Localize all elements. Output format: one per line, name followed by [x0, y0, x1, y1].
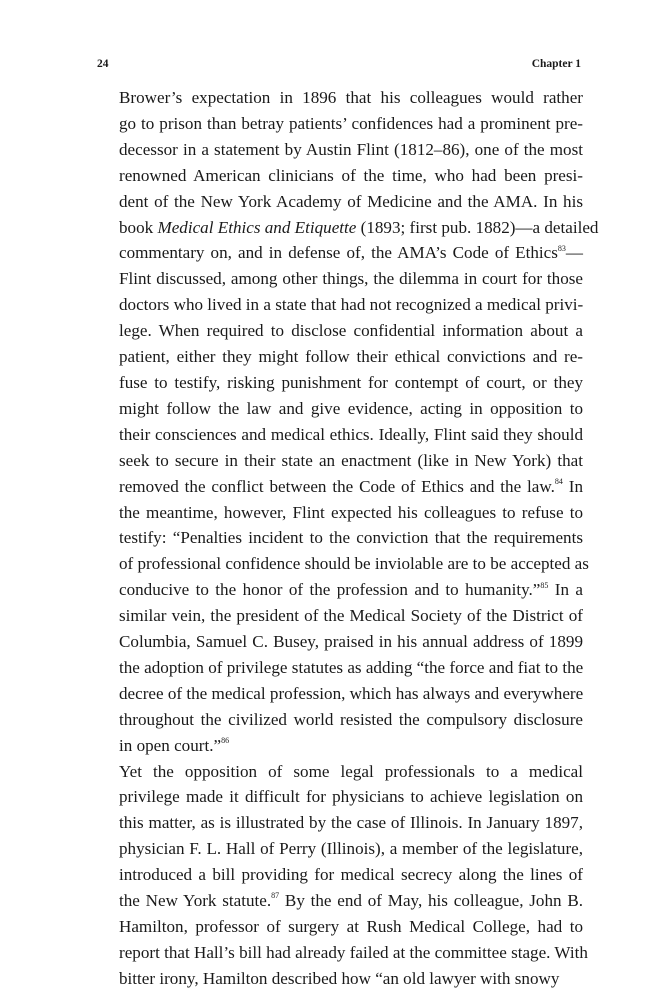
text-line: conducive to the honor of the profession and to humanity.”$^{85}$ In a	[119, 580, 584, 600]
text-line: go to prison than betray patients’ confidences had a prominent pre-	[119, 113, 583, 133]
footnote-marker: 87	[271, 891, 280, 901]
text-line: the New York statute.$^{87}$ By the end of May, his colleague, John B.	[119, 891, 583, 911]
text-line: similar vein, the president of the Medical Society of the District of	[119, 606, 583, 626]
text-line: bitter irony, Hamilton described how “an old lawyer with snowy	[119, 968, 560, 988]
text-line: decree of the medical profession, which has always and everywhere	[119, 683, 584, 703]
text-line: privilege made it difficult for physicians to achieve legislation on	[119, 787, 583, 807]
text-line: book Medical Ethics and Etiquette (1893; first pub. 1882)—a detailed	[119, 217, 599, 237]
paragraph	[97, 759, 588, 992]
text-line: Yet the opposition of some legal professionals to a medical	[119, 761, 583, 781]
text-line: Flint discussed, among other things, the dilemma in court for those	[119, 269, 583, 289]
footnote-marker: 85	[540, 580, 549, 590]
text-line: commentary on, and in defense of, the AMA’s Code of Ethics$^{83}$—	[119, 243, 583, 263]
footnote-marker: 83	[557, 243, 566, 253]
text-line: Columbia, Samuel C. Busey, praised in his annual address of 1899	[119, 632, 583, 652]
chapter-label: Chapter 1	[531, 58, 581, 70]
text-line: doctors who lived in a state that had not recognized a medical privi-	[119, 295, 584, 315]
text-line: of professional confidence should be inviolable are to be accepted as	[119, 554, 589, 574]
text-line: Brower’s expectation in 1896 that his colleagues would rather	[119, 88, 583, 107]
text-line: lege. When required to disclose confidential information about a	[119, 321, 583, 341]
paragraph	[97, 85, 599, 759]
book-title: Medical Ethics and Etiquette	[157, 217, 357, 237]
text-line: report that Hall’s bill had already failed at the committee stage. With	[119, 942, 588, 962]
text-line: fuse to testify, risking punishment for contempt of court, or they	[119, 372, 583, 392]
text-line: this matter, as is illustrated by the case of Illinois. In January 1897,	[119, 813, 583, 833]
text-line: throughout the civilized world resisted the compulsory disclosure	[119, 709, 583, 729]
footnote-marker: 86	[221, 735, 230, 745]
text-line: removed the conflict between the Code of Ethics and the law.$^{84}$ In	[119, 476, 583, 496]
text-line: seek to secure in their state an enactment (like in New York) that	[119, 450, 583, 470]
body-text	[97, 85, 599, 992]
footnote-marker: 84	[554, 476, 563, 486]
text-line: might follow the law and give evidence, acting in opposition to	[119, 398, 583, 418]
text-line: the meantime, however, Flint expected his colleagues to refuse to	[119, 502, 583, 522]
text-line: their consciences and medical ethics. Ideally, Flint said they should	[119, 424, 583, 444]
text-line: Hamilton, professor of surgery at Rush Medical College, had to	[119, 917, 583, 936]
running-header	[97, 58, 581, 76]
text-line: in open court.”$^{86}$	[119, 735, 230, 755]
text-line: the adoption of privilege statutes as adding “the force and fiat to the	[119, 657, 584, 677]
text-line: dent of the New York Academy of Medicine and the AMA. In his	[119, 191, 583, 211]
text-line: introduced a bill providing for medical secrecy along the lines of	[119, 865, 583, 885]
page-number: 24	[97, 58, 109, 70]
text-line: renowned American clinicians of the time, who had been presi-	[119, 165, 583, 185]
text-line: testify: “Penalties incident to the conviction that the requirements	[119, 528, 583, 548]
text-line: physician F. L. Hall of Perry (Illinois), a member of the legislature,	[119, 839, 583, 859]
text-line: decessor in a statement by Austin Flint (1812–86), one of the most	[119, 139, 583, 159]
text-line: patient, either they might follow their ethical convictions and re-	[119, 347, 583, 367]
